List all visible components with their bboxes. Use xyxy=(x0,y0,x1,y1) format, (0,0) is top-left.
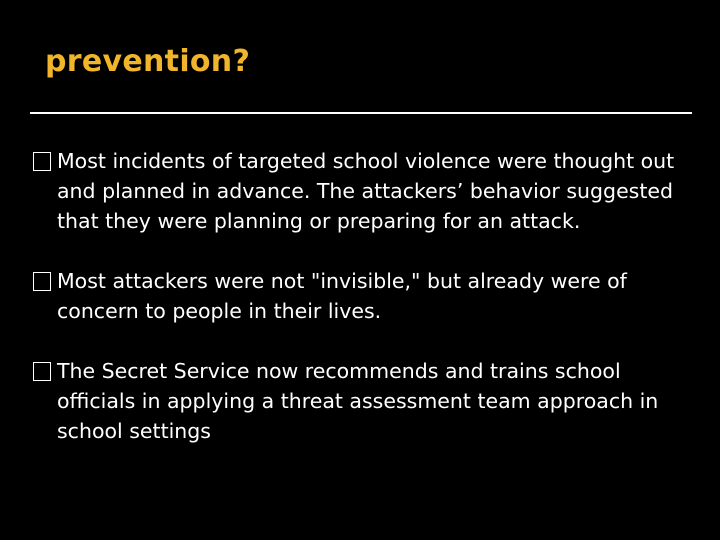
slide-title: prevention? xyxy=(45,44,251,79)
empty-box-icon xyxy=(33,362,51,381)
empty-box-icon xyxy=(33,152,51,171)
bullet-item xyxy=(33,146,683,236)
bullet-text: Most incidents of targeted school violence were thought out and planned in advance. The attackers’ behavior suggested that they were planning or preparing for an attack. xyxy=(57,149,675,233)
bullet-list xyxy=(33,146,683,446)
bullet-text: The Secret Service now recommends and trains school officials in applying a threat assessment team approach in school settings xyxy=(57,359,659,443)
title-divider xyxy=(30,112,692,114)
empty-box-icon xyxy=(33,272,51,291)
bullet-text: Most attackers were not "invisible," but already were of concern to people in their lives. xyxy=(57,269,627,323)
bullet-item xyxy=(33,266,683,326)
bullet-item xyxy=(33,356,683,446)
